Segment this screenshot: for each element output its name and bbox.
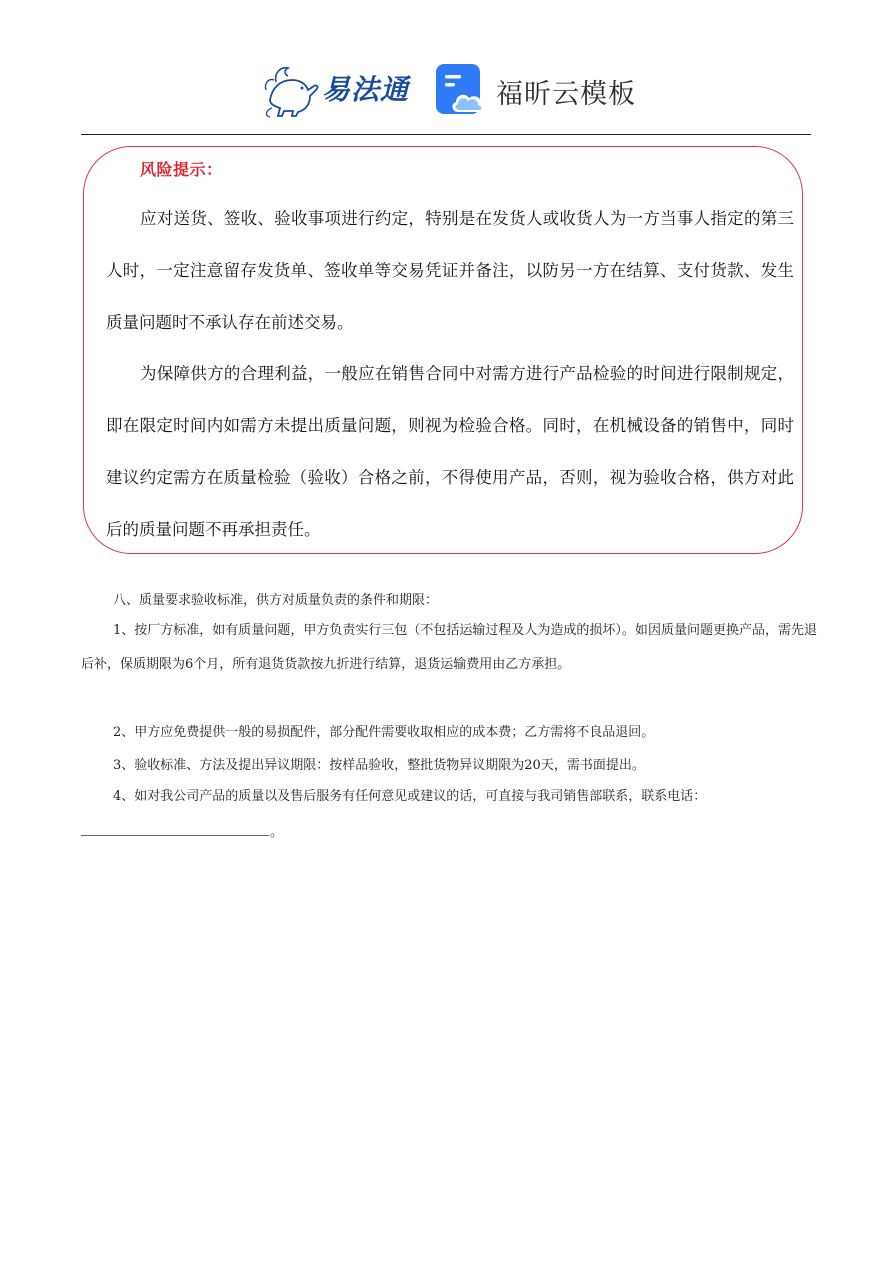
contract-clause: 4、如对我公司产品的质量以及售后服务有任何意见或建议的话，可直接与我司销售部联系，联系电话：: [113, 789, 707, 804]
contract-clause: 1、按厂方标准，如有质量问题，甲方负责实行三包（不包括运输过程及人为造成的损坏）。如因质量问题更换产品，需先退后补，保质期限为6个月，所有退货货款按九折进行结算，退货运输费用由乙方承担。: [81, 623, 817, 672]
fuxin-cloud-doc-icon: [436, 64, 488, 116]
contract-clause: 2、甲方应免费提供一般的易损配件，部分配件需要收取相应的成本费；乙方需将不良品退回。: [113, 725, 655, 740]
qilin-logo-icon: [262, 60, 322, 118]
section-heading: 八、质量要求验收标准，供方对质量负责的条件和期限：: [113, 593, 439, 608]
risk-paragraph: 为保障供方的合理利益，一般应在销售合同中对需方进行产品检验的时间进行限制规定，即在限定时间内如需方未提出质量问题，则视为检验合格。同时，在机械设备的销售中，同时建议约定需方在质量检验（验收）合格之前，不得使用产品，否则，视为验收合格，供方对此后的质量问题不再承担责任。: [106, 364, 794, 539]
trailing-mark: 。: [270, 825, 284, 840]
risk-notice-title: 风险提示：: [140, 160, 223, 179]
page-header: [0, 0, 893, 134]
fuxin-template-logo: [436, 64, 646, 120]
yifatong-logo-text: 易法通: [322, 73, 410, 106]
header-divider: [81, 134, 811, 135]
contract-clause: 3、验收标准、方法及提出异议期限：按样品验收，整批货物异议期限为20天，需书面提出。: [113, 758, 645, 773]
risk-paragraph: 应对送货、签收、验收事项进行约定，特别是在发货人或收货人为一方当事人指定的第三人时，一定注意留存发货单、签收单等交易凭证并备注，以防另一方在结算、支付货款、发生质量问题时不承认存在前述交易。: [106, 209, 794, 332]
fuxin-logo-text: 福昕云模板: [496, 79, 636, 110]
yifatong-logo: [262, 60, 417, 120]
phone-blank-line: [81, 816, 817, 850]
fill-in-blank[interactable]: [81, 821, 269, 836]
